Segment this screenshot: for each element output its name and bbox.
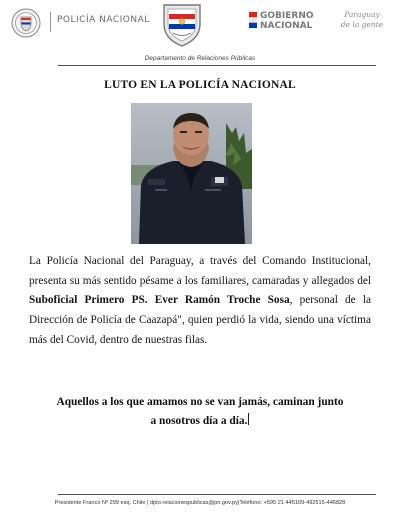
deceased-name: Suboficial Primero PS. Ever Ramón Troche Sosa [29, 294, 290, 307]
condolence-message [29, 252, 371, 351]
flag-icon [249, 12, 257, 28]
memorial-quote [28, 393, 372, 431]
text-cursor [248, 413, 249, 425]
header-rule [58, 65, 376, 66]
header-divider [50, 12, 51, 32]
message-closing: , personal de la Dirección de Policía de Caazapá", quien perdió la vida, siendo una víctima más del Covid, dentro de nuestras filas. [29, 294, 371, 346]
police-seal-icon [11, 8, 41, 38]
department-name: Departamento de Relaciones Públicas [144, 55, 256, 62]
footer-rule [58, 494, 376, 495]
government-logo-text: GOBIERNO NACIONAL [260, 11, 314, 31]
police-shield-icon [161, 2, 203, 48]
message-intro: La Policía Nacional del Paraguay, a través del Comando Institucional, presenta su más sentido pésame a los familiares, camaradas y allegados del [29, 255, 371, 287]
officer-photo [131, 103, 252, 244]
institution-label: POLICÍA NACIONAL [57, 15, 150, 25]
letterhead [0, 0, 400, 62]
footer-contact: Presidente Franco Nº 299 esq. Chile | dpto.relacionespublicas@pn.gov.py|Teléfono: +595 21 445109-492515-446828 [54, 500, 346, 506]
slogan: Paraguay de la gente [340, 10, 384, 29]
quote-line-2: a nosotros día a día. [150, 415, 248, 427]
page-title: LUTO EN LA POLICÍA NACIONAL [104, 79, 296, 91]
quote-line-1: Aquellos a los que amamos no se van jamás, caminan junto [56, 396, 344, 408]
